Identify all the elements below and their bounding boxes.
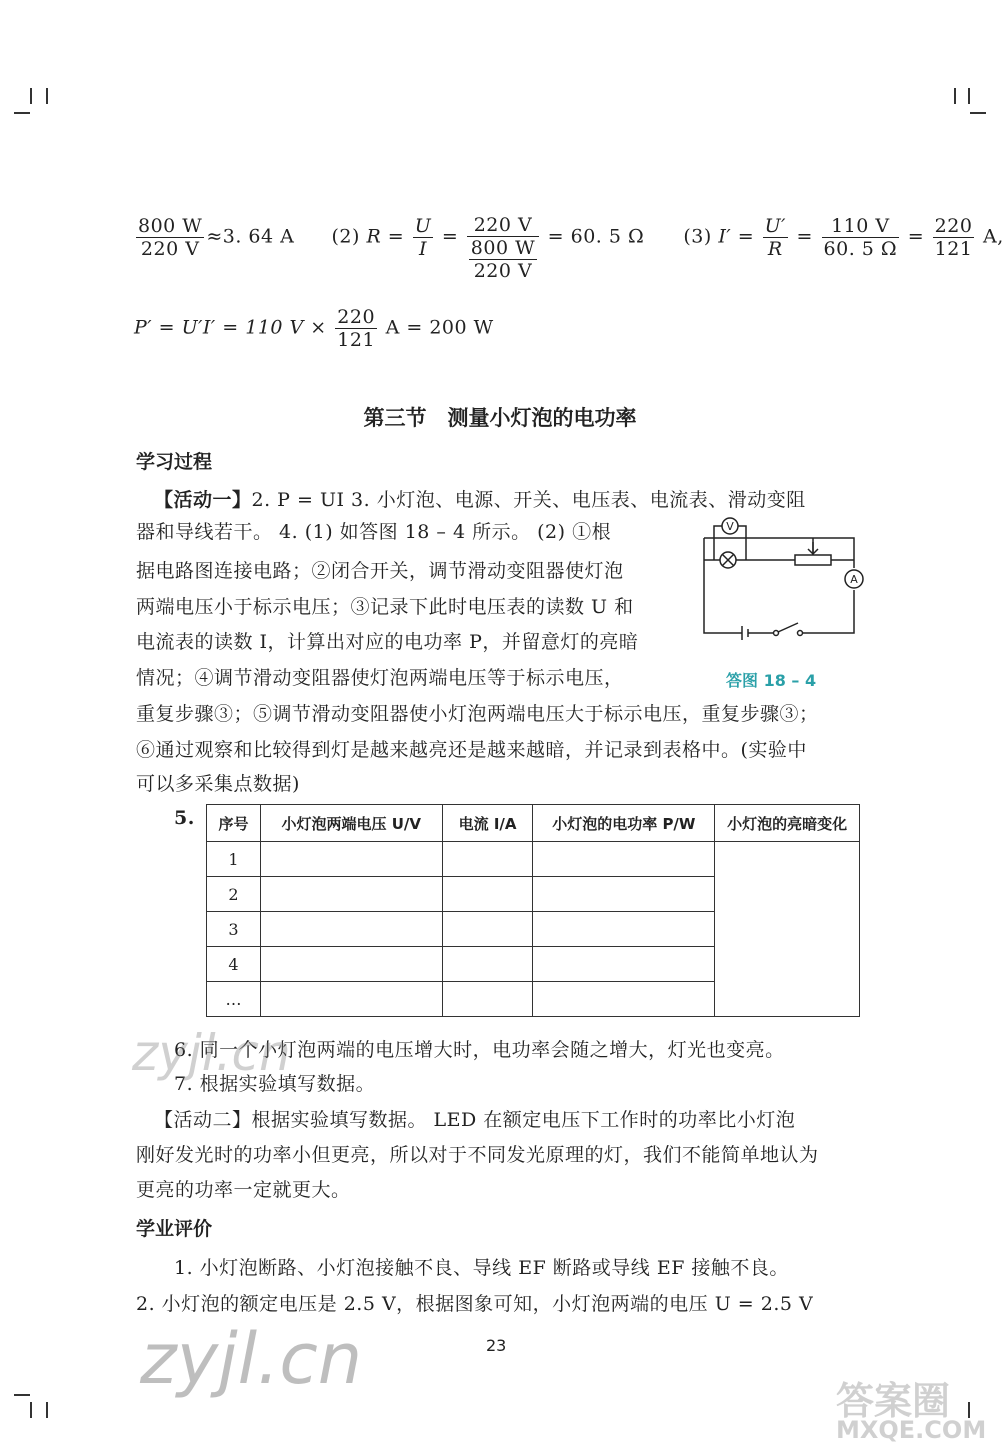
table-header-cell: 小灯泡的亮暗变化 [715, 805, 860, 842]
inner-fraction [469, 237, 537, 282]
watermark-mxqe-bottom: MXQE.COM [836, 1416, 987, 1444]
eq-label-3: (3) [683, 225, 712, 248]
crop-mark-tr-h [970, 112, 986, 114]
frac-den: 220 V [140, 238, 200, 260]
table-header-cell: 序号 [207, 805, 261, 842]
eval-item-1: 1. 小灯泡断路、小灯泡接触不良、导线 EF 断路或导线 EF 接触不良。 [174, 1257, 789, 1279]
frac-den-compound [467, 237, 539, 282]
table-cell [260, 912, 442, 947]
frac-num: 220 V [467, 214, 539, 237]
table-row [207, 842, 860, 877]
frac-num: 220 [337, 306, 376, 328]
activity1-line-8: ⑥通过观察和比较得到灯是越来越亮还是越来越暗，并记录到表格中。(实验中 [136, 739, 807, 761]
eq-label-2: (2) [331, 225, 360, 248]
table-header-cell: 电流 I/A [442, 805, 533, 842]
table-cell-index: 1 [207, 842, 261, 877]
fraction-220-over-121 [335, 306, 377, 351]
table-cell-index: 3 [207, 912, 261, 947]
frac-den: I [419, 238, 428, 260]
table-header-row [207, 805, 860, 842]
frac-den: R [767, 238, 783, 260]
crop-mark-bl-v2 [46, 1402, 48, 1418]
activity1-label: 【活动一】 [154, 489, 252, 511]
activity1-line-3: 据电路图连接电路；②闭合开关，调节滑动变阻器使灯泡 [136, 560, 624, 582]
ammeter-label: A [850, 573, 858, 586]
crop-mark-tl-v2 [46, 88, 48, 104]
activity1-line-9: 可以多采集点数据) [136, 773, 300, 795]
activity1-line-5: 电流表的读数 I，计算出对应的电功率 P，并留意灯的亮暗 [136, 631, 639, 653]
table-cell-index: 4 [207, 947, 261, 982]
section-title: 第三节 测量小灯泡的电功率 [363, 406, 637, 430]
eq-result: = 60. 5 Ω [547, 225, 645, 248]
frac-num: 800 W [138, 215, 203, 237]
page-number: 23 [486, 1336, 507, 1355]
eq-tail: A = 200 W [385, 316, 494, 339]
table-cell [442, 842, 533, 877]
table-cell-index: 2 [207, 877, 261, 912]
frac-num: U [414, 215, 432, 237]
crop-mark-bl-h [14, 1394, 30, 1396]
crop-mark-bl-v1 [30, 1402, 32, 1418]
item5-label: 5. [174, 807, 195, 829]
activity1-line-2: 器和导线若干。 4. (1) 如答图 18 – 4 所示。 (2) ①根 [136, 521, 612, 543]
table-cell [260, 842, 442, 877]
fraction-110-over-60 [822, 215, 900, 260]
fraction-220-over-121 [933, 215, 975, 260]
eq-sign: = [907, 225, 925, 248]
heading-evaluation: 学业评价 [136, 1218, 213, 1240]
figure-caption: 答图 18 – 4 [726, 671, 817, 690]
eq-lhs-i: I′ = [718, 225, 755, 248]
eq-sign: = [441, 225, 459, 248]
table-cell [260, 982, 442, 1017]
crop-mark-tr-v1 [954, 88, 956, 104]
table-cell [533, 842, 715, 877]
activity2-line-3: 更亮的功率一定就更大。 [136, 1179, 351, 1201]
watermark-zyjl-2: zyjl.cn [140, 1318, 363, 1400]
activity2-line-1: 【活动二】根据实验填写数据。 LED 在额定电压下工作时的功率比小灯泡 [154, 1109, 796, 1131]
activity1-line-6: 情况；④调节滑动变阻器使灯泡两端电压等于标示电压， [136, 667, 624, 689]
frac-num: 800 W [470, 237, 536, 259]
heading-learning-process: 学习过程 [136, 451, 213, 473]
frac-den: 60. 5 Ω [823, 238, 898, 260]
eq-result: ≈3. 64 A [206, 225, 295, 248]
circuit-diagram [690, 518, 870, 648]
table-cell-index: … [207, 982, 261, 1017]
equation-line-2 [134, 306, 494, 351]
frac-num: 220 [934, 215, 973, 237]
table-cell [533, 982, 715, 1017]
watermark-mxqe-top: 答案圈 [836, 1379, 951, 1423]
activity1-line-4: 两端电压小于标示电压；③记录下此时电压表的读数 U 和 [136, 596, 634, 618]
frac-den: 121 [934, 238, 973, 260]
voltmeter-label: V [726, 520, 734, 533]
activity2-line-2: 刚好发光时的功率小但更亮，所以对于不同发光原理的灯，我们不能简单地认为 [136, 1144, 819, 1166]
eq-lhs-r: R = [366, 225, 405, 248]
frac-den: 220 V [473, 260, 533, 282]
table-cell [442, 877, 533, 912]
eq-tail: A, [982, 225, 1004, 248]
activity1-text: 2. P = UI 3. 小灯泡、电源、开关、电压表、电流表、滑动变阻 [251, 489, 806, 511]
item6: 6. 同一个小灯泡两端的电压增大时，电功率会随之增大，灯光也变亮。 [174, 1039, 785, 1061]
eval-item-2: 2. 小灯泡的额定电压是 2.5 V，根据图象可知，小灯泡两端的电压 U = 2.5 V [136, 1293, 814, 1315]
table-cell [260, 947, 442, 982]
crop-mark-tr-v2 [968, 88, 970, 104]
fraction-current [136, 215, 204, 260]
data-table [206, 804, 860, 1017]
table-cell [533, 912, 715, 947]
table-cell [533, 947, 715, 982]
frac-num: 110 V [822, 215, 900, 238]
item7: 7. 根据实验填写数据。 [174, 1073, 376, 1095]
eq-lhs-p: P′ = U′I′ = 110 V × [134, 316, 327, 339]
frac-den: 121 [337, 329, 376, 351]
table-cell [442, 912, 533, 947]
watermark-zyjl-1: zyjl.cn [132, 1024, 291, 1082]
table-cell [260, 877, 442, 912]
table-cell [442, 947, 533, 982]
fraction-u-over-i [413, 215, 434, 260]
equation-line-1 [134, 214, 1004, 282]
crop-mark-tl-v1 [30, 88, 32, 104]
fraction-compound [467, 214, 539, 282]
activity1-line-1 [154, 486, 806, 514]
table-cell [442, 982, 533, 1017]
frac-num: U′ [764, 215, 786, 237]
table-header-cell: 小灯泡两端电压 U/V [260, 805, 442, 842]
fraction-u-over-r [763, 215, 788, 260]
table-cell-merged [715, 842, 860, 1017]
activity1-line-7: 重复步骤③；⑤调节滑动变阻器使小灯泡两端电压大于标示电压，重复步骤③； [136, 703, 819, 725]
table-header-cell: 小灯泡的电功率 P/W [533, 805, 715, 842]
eq-sign: = [796, 225, 813, 248]
crop-mark-tl-h [14, 112, 30, 114]
table-cell [533, 877, 715, 912]
